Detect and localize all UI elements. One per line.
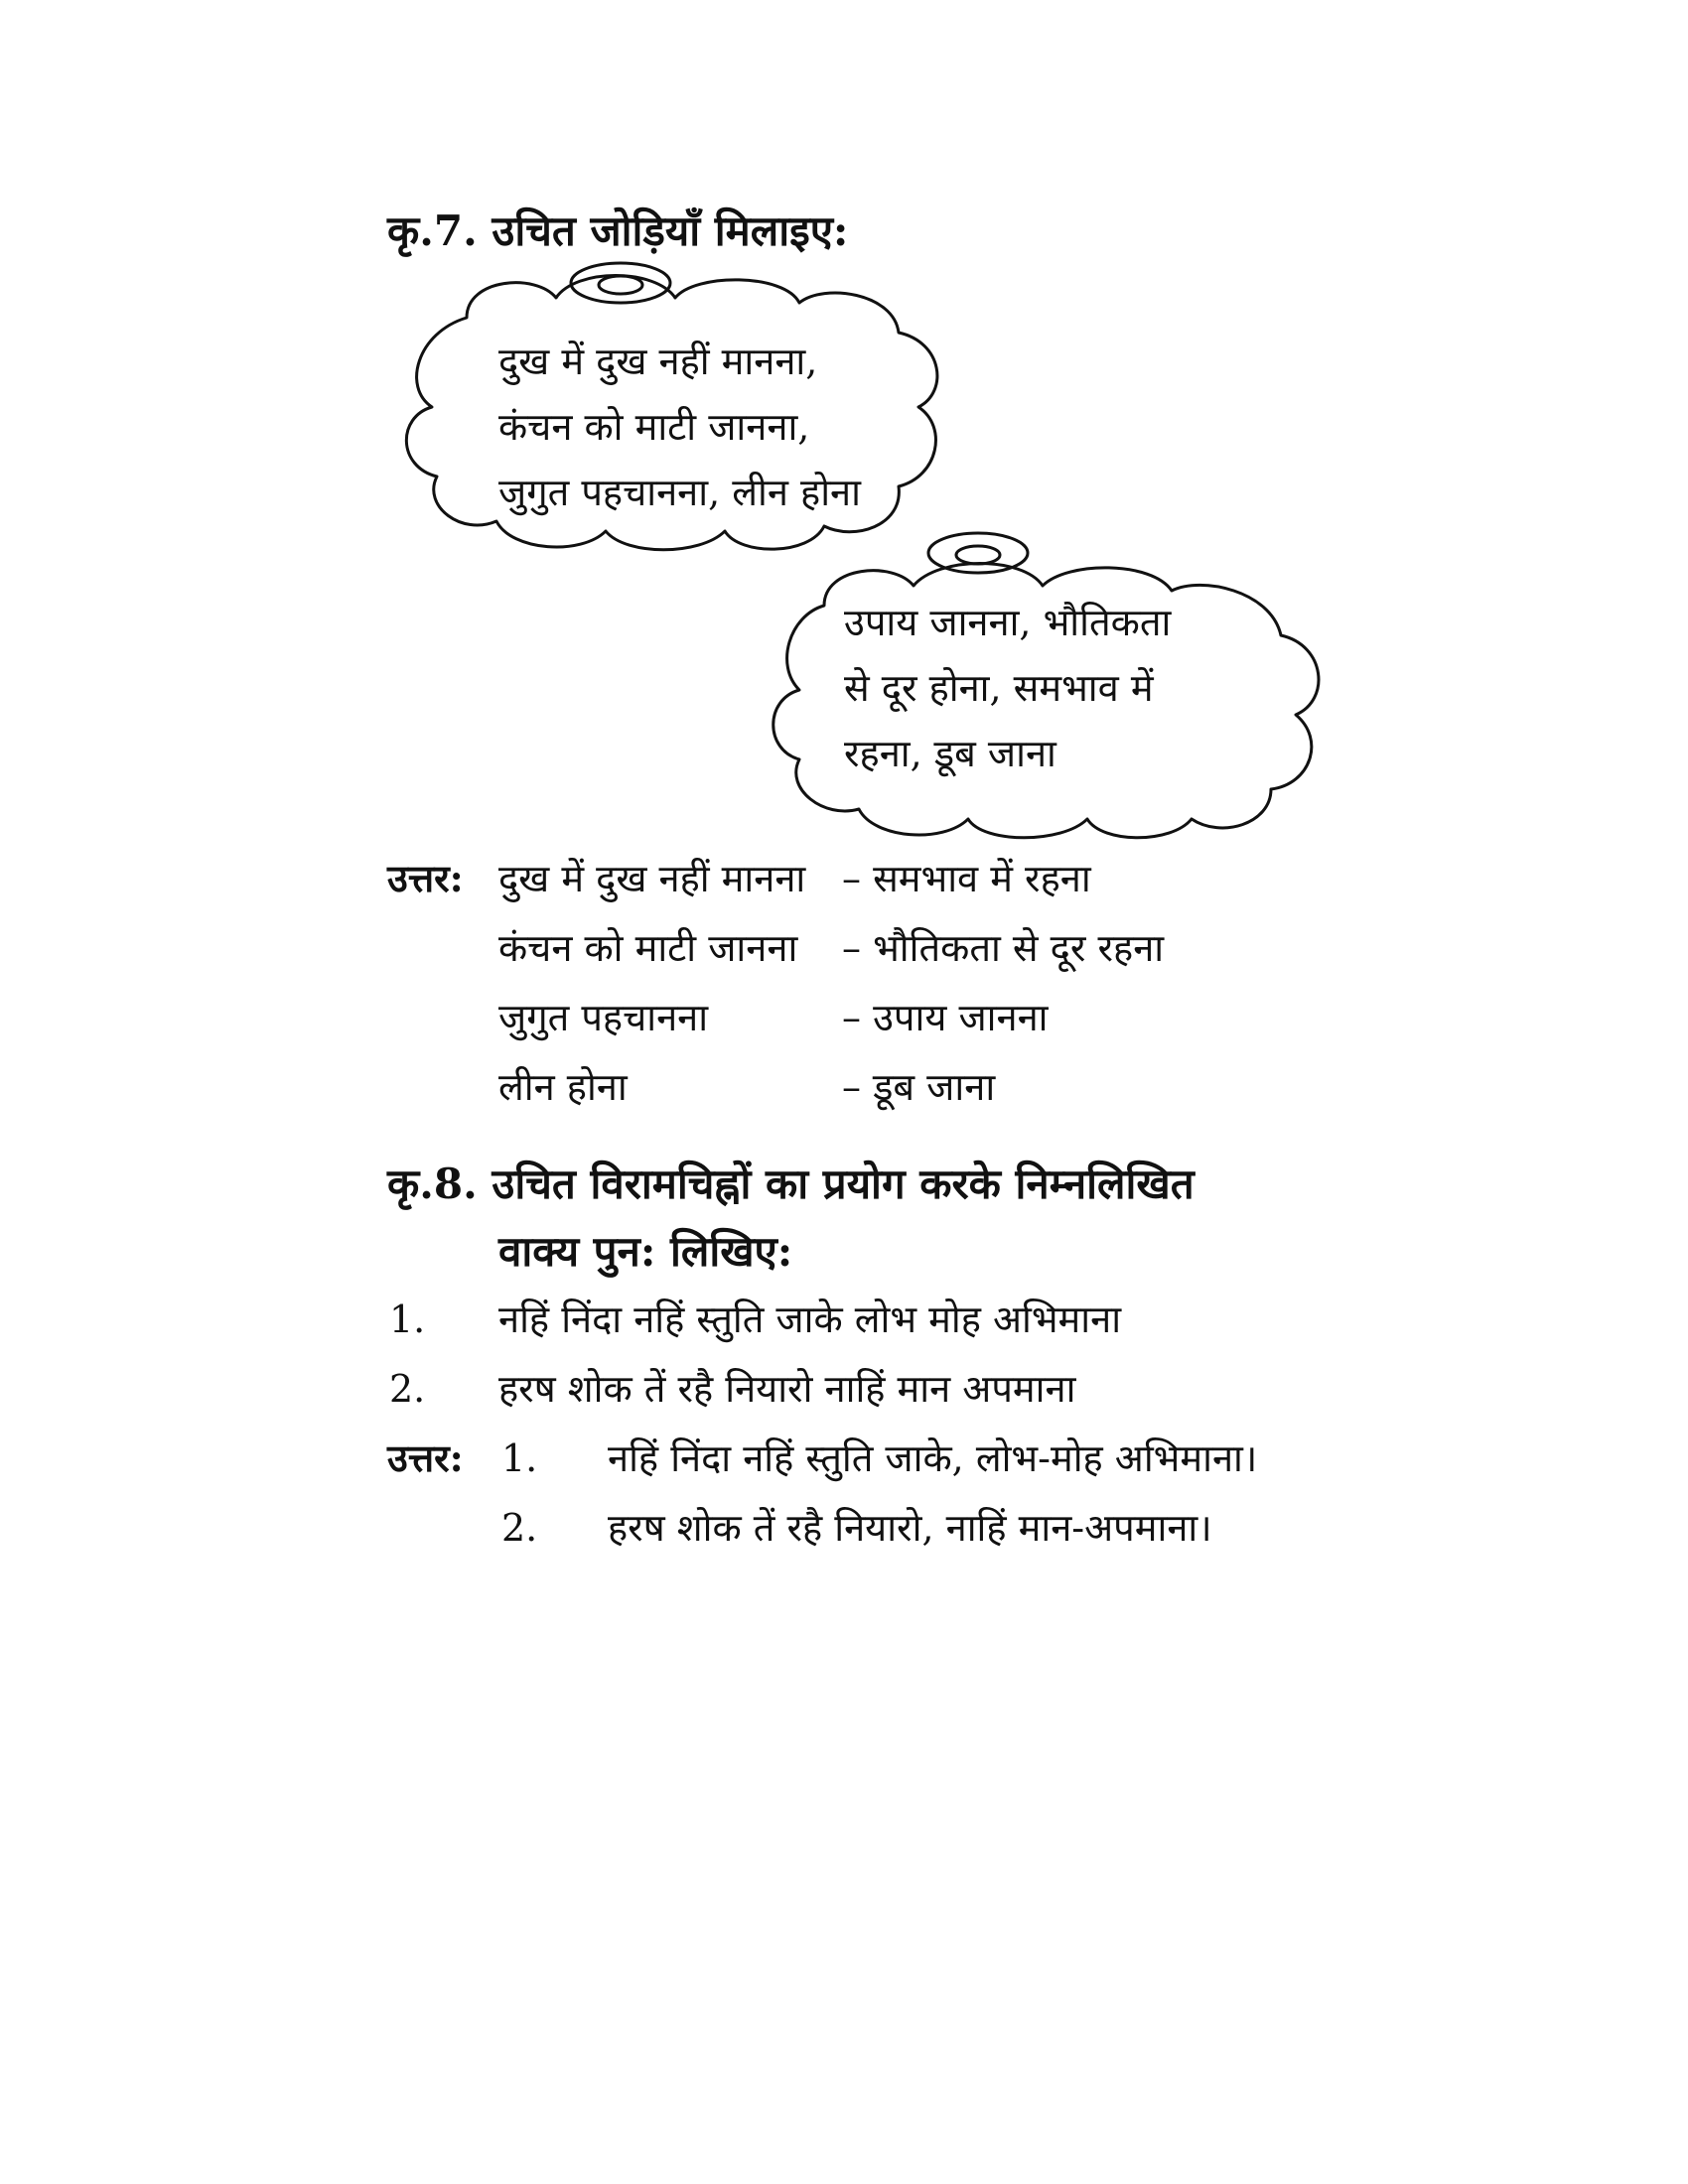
pair-right: – डूब जाना xyxy=(842,1065,996,1109)
q8-item-number: 1. xyxy=(389,1297,426,1341)
q8-item-number: 2. xyxy=(389,1367,426,1411)
cloud2-line-3: रहना, डूब जाना xyxy=(844,732,1056,775)
pair-right: – भौतिकता से दूर रहना xyxy=(842,926,1165,970)
pair-right: – समभाव में रहना xyxy=(842,857,1091,900)
q7-answer-label: उत्तर: xyxy=(387,856,464,900)
pair-left: दुख में दुख नहीं मानना xyxy=(498,857,806,900)
q8-answer-number: 1. xyxy=(501,1436,538,1480)
cloud2-line-2: से दूर होना, समभाव में xyxy=(844,666,1154,710)
q8-answer-text: हरष शोक तें रहै नियारो, नाहिं मान-अपमाना। xyxy=(608,1506,1212,1550)
q8-item-text: नहिं निंदा नहिं स्तुति जाके लोभ मोह अभिमाना xyxy=(498,1297,1122,1341)
cloud1-line-2: कंचन को माटी जानना, xyxy=(498,405,810,449)
pair-left: लीन होना xyxy=(498,1065,628,1109)
cloud1-line-3: जुगुत पहचानना, लीन होना xyxy=(498,471,861,514)
q8-item-text: हरष शोक तें रहै नियारो नाहिं मान अपमाना xyxy=(498,1367,1076,1411)
cloud2-line-1: उपाय जानना, भौतिकता xyxy=(844,601,1172,644)
pair-left: जुगुत पहचानना xyxy=(498,996,709,1039)
pair-right: – उपाय जानना xyxy=(842,996,1049,1039)
q8-heading-line-1: कृ.8. उचित विरामचिह्नों का प्रयोग करके निम्नलिखित xyxy=(387,1160,1195,1208)
q8-heading-line-2: वाक्य पुन: लिखिए: xyxy=(498,1227,793,1276)
q8-answer-label: उत्तर: xyxy=(387,1435,464,1480)
q8-answer-number: 2. xyxy=(501,1506,538,1550)
cloud1-line-1: दुख में दुख नहीं मानना, xyxy=(498,340,818,383)
thought-bubble-2 xyxy=(928,533,1028,573)
pair-left: कंचन को माटी जानना xyxy=(498,926,798,970)
q7-heading: कृ.7. उचित जोड़ियाँ मिलाइए: xyxy=(387,206,849,255)
q8-answer-text: नहिं निंदा नहिं स्तुति जाके, लोभ-मोह अभिमाना। xyxy=(608,1436,1258,1480)
